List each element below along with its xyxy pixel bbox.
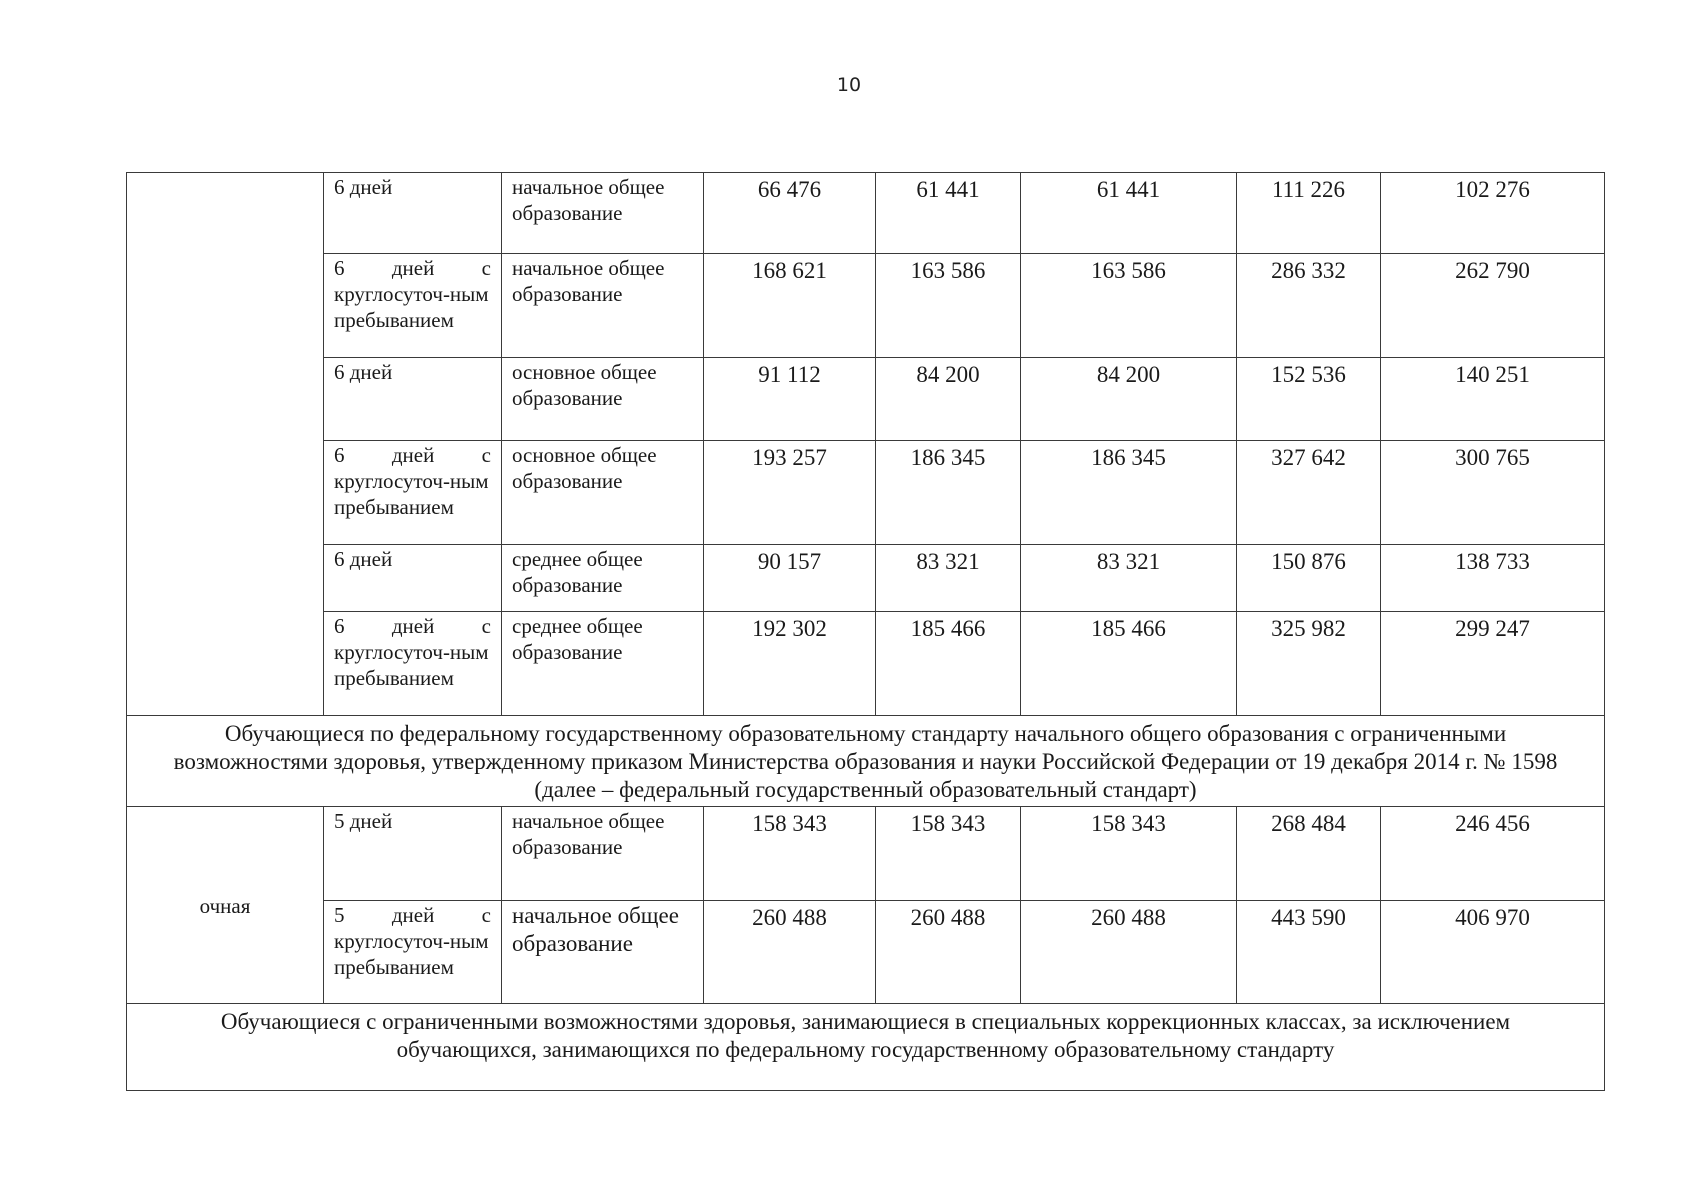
level-cell: начальное общее образование (502, 807, 704, 901)
schedule-cell: 6 дней с круглосуточ-ным пребыванием (324, 254, 502, 358)
section-row (127, 1004, 1605, 1091)
value-cell: 83 321 (876, 545, 1021, 612)
schedule-cell: 6 дней с круглосуточ-ным пребыванием (324, 441, 502, 545)
schedule-cell: 5 дней (324, 807, 502, 901)
table-row (127, 358, 1605, 441)
schedule-cell: 6 дней с круглосуточ-ным пребыванием (324, 612, 502, 716)
schedule-cell: 5 дней с круглосуточ-ным пребыванием (324, 901, 502, 1004)
value-cell: 158 343 (704, 807, 876, 901)
value-cell: 152 536 (1237, 358, 1381, 441)
table-row (127, 612, 1605, 716)
table-row (127, 901, 1605, 1004)
value-cell: 168 621 (704, 254, 876, 358)
value-cell: 185 466 (1021, 612, 1237, 716)
value-cell: 268 484 (1237, 807, 1381, 901)
value-cell: 262 790 (1381, 254, 1605, 358)
value-cell: 150 876 (1237, 545, 1381, 612)
section-title: Обучающиеся по федеральному государственному образовательному стандарту начального общего образования с ограниченными возможностями здоровья, утвержденному приказом Министерства образования и науки Российской Федерации от 19 декабря 2014 г. № 1598 (далее – федеральный государственный образовательный стандарт) (127, 716, 1605, 807)
level-cell: основное общее образование (502, 358, 704, 441)
value-cell: 186 345 (1021, 441, 1237, 545)
level-cell: основное общее образование (502, 441, 704, 545)
value-cell: 192 302 (704, 612, 876, 716)
value-cell: 111 226 (1237, 173, 1381, 254)
value-cell: 102 276 (1381, 173, 1605, 254)
value-cell: 91 112 (704, 358, 876, 441)
value-cell: 260 488 (1021, 901, 1237, 1004)
value-cell: 158 343 (1021, 807, 1237, 901)
value-cell: 300 765 (1381, 441, 1605, 545)
level-cell: начальное общее образование (502, 901, 704, 1004)
value-cell: 61 441 (876, 173, 1021, 254)
value-cell: 61 441 (1021, 173, 1237, 254)
level-cell: среднее общее образование (502, 612, 704, 716)
schedule-cell: 6 дней (324, 358, 502, 441)
value-cell: 286 332 (1237, 254, 1381, 358)
section-title: Обучающиеся с ограниченными возможностями здоровья, занимающиеся в специальных коррекционных классах, за исключением обучающихся, занимающихся по федеральному государственному образовательному стандарту (127, 1004, 1605, 1091)
table-row (127, 441, 1605, 545)
level-cell: начальное общее образование (502, 173, 704, 254)
value-cell: 83 321 (1021, 545, 1237, 612)
value-cell: 90 157 (704, 545, 876, 612)
table-row (127, 254, 1605, 358)
level-cell: среднее общее образование (502, 545, 704, 612)
value-cell: 299 247 (1381, 612, 1605, 716)
form-cell (127, 173, 324, 716)
value-cell: 327 642 (1237, 441, 1381, 545)
value-cell: 84 200 (876, 358, 1021, 441)
value-cell: 138 733 (1381, 545, 1605, 612)
section-row (127, 716, 1605, 807)
value-cell: 193 257 (704, 441, 876, 545)
page-number: 10 (836, 74, 862, 96)
value-cell: 325 982 (1237, 612, 1381, 716)
value-cell: 84 200 (1021, 358, 1237, 441)
value-cell: 163 586 (876, 254, 1021, 358)
schedule-cell: 6 дней (324, 545, 502, 612)
value-cell: 443 590 (1237, 901, 1381, 1004)
value-cell: 185 466 (876, 612, 1021, 716)
schedule-cell: 6 дней (324, 173, 502, 254)
value-cell: 246 456 (1381, 807, 1605, 901)
table-row (127, 545, 1605, 612)
table-row (127, 173, 1605, 254)
cost-table (126, 172, 1605, 1091)
value-cell: 163 586 (1021, 254, 1237, 358)
level-cell: начальное общее образование (502, 254, 704, 358)
value-cell: 140 251 (1381, 358, 1605, 441)
value-cell: 158 343 (876, 807, 1021, 901)
value-cell: 260 488 (876, 901, 1021, 1004)
value-cell: 406 970 (1381, 901, 1605, 1004)
form-cell: очная (127, 807, 324, 1004)
table-row (127, 807, 1605, 901)
value-cell: 186 345 (876, 441, 1021, 545)
value-cell: 66 476 (704, 173, 876, 254)
value-cell: 260 488 (704, 901, 876, 1004)
